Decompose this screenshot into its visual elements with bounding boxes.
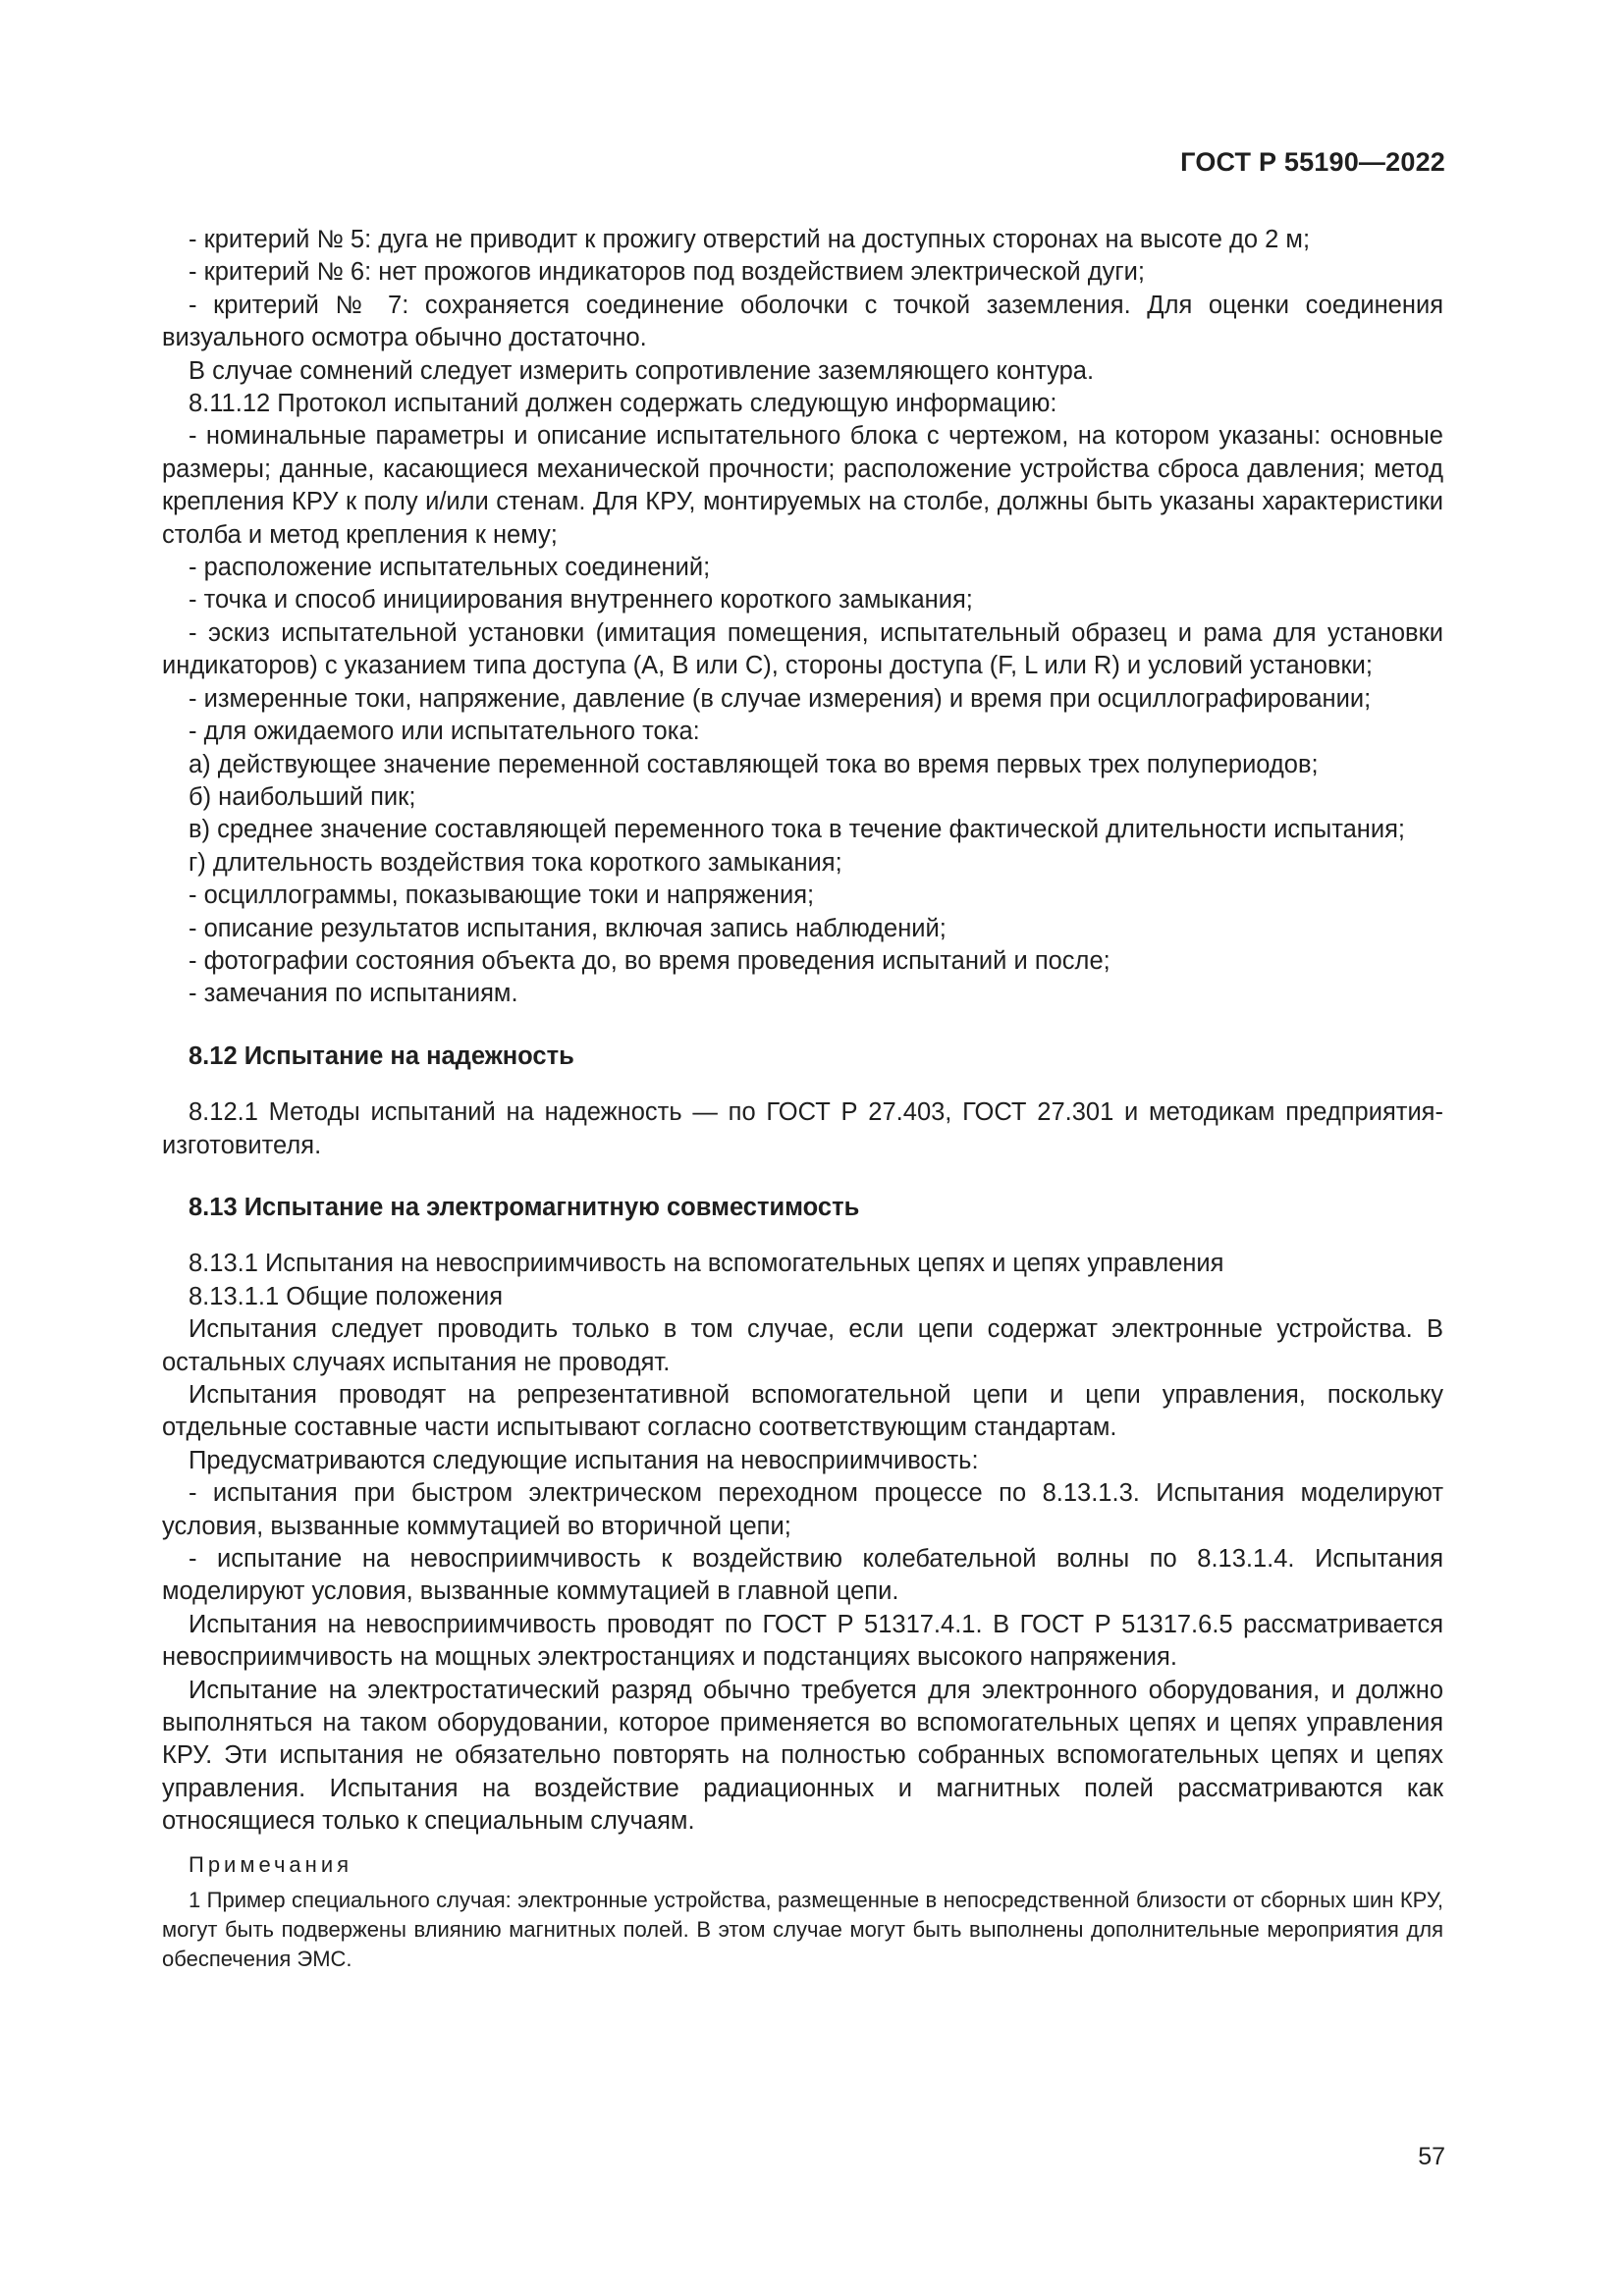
paragraph: - испытание на невосприимчивость к воздействию колебательной волны по 8.13.1.4. Испытания моделируют условия, вызванные коммутацией в главной цепи. — [162, 1545, 1443, 1606]
paragraph: - критерий № 6: нет прожогов индикаторов под воздействием электрической дуги; — [189, 258, 1145, 287]
paragraph: 8.13.1.1 Общие положения — [189, 1282, 504, 1310]
paragraph: - расположение испытательных соединений; — [189, 554, 711, 582]
notes-title: Примечания — [189, 1851, 353, 1877]
paragraph: 8.12.1 Методы испытаний на надежность — по ГОСТ Р 27.403, ГОСТ 27.301 и методикам предприятия-изготовителя. — [162, 1098, 1443, 1159]
paragraph: 8.13.1 Испытания на невосприимчивость на вспомогательных цепях и цепях управления — [189, 1250, 1224, 1278]
paragraph: - испытания при быстром электрическом переходном процессе по 8.13.1.3. Испытания моделируют условия, вызванные коммутацией во вторичной цепи; — [162, 1479, 1443, 1540]
paragraph: г) длительность воздействия тока короткого замыкания; — [189, 848, 842, 877]
paragraph: - номинальные параметры и описание испытательного блока с чертежом, на котором указаны: основные размеры; данные, касающиеся механической прочности; расположение устройства сброса давления; метод крепления КРУ к полу и/или стенам. Для КРУ, монтируемых на столбе, должны быть указаны характеристики столба и метод крепления к нему; — [162, 422, 1443, 549]
paragraph: - точка и способ инициирования внутреннего короткого замыкания; — [189, 586, 973, 614]
section-heading-8-13: 8.13 Испытание на электромагнитную совместимость — [189, 1193, 860, 1221]
paragraph: - эскиз испытательной установки (имитация помещения, испытательный образец и рама для установки индикаторов) с указанием типа доступа (A, B или C), стороны доступа (F, L или R) и условий установки; — [162, 618, 1443, 680]
paragraph: Предусматриваются следующие испытания на невосприимчивость: — [189, 1446, 979, 1474]
paragraph: - фотографии состояния объекта до, во время проведения испытаний и после; — [189, 946, 1110, 975]
paragraph: в) среднее значение составляющей переменного тока в течение фактической длительности испытания; — [189, 816, 1406, 844]
paragraph: - замечания по испытаниям. — [189, 980, 518, 1008]
paragraph: В случае сомнений следует измерить сопротивление заземляющего контура. — [189, 356, 1095, 385]
paragraph: а) действующее значение переменной составляющей тока во время первых трех полупериодов; — [189, 750, 1319, 778]
document-body — [162, 224, 1443, 1974]
paragraph: - описание результатов испытания, включая запись наблюдений; — [189, 914, 947, 942]
paragraph: Испытания на невосприимчивость проводят по ГОСТ Р 51317.4.1. В ГОСТ Р 51317.6.5 рассматривается невосприимчивость на мощных электростанциях и подстанциях высокого напряжения. — [162, 1610, 1443, 1672]
paragraph: Испытания следует проводить только в том случае, если цепи содержат электронные устройства. В остальных случаях испытания не проводят. — [162, 1315, 1443, 1376]
paragraph: 8.11.12 Протокол испытаний должен содержать следующую информацию: — [189, 390, 1057, 418]
paragraph: - для ожидаемого или испытательного тока: — [189, 718, 700, 746]
paragraph: - осциллограммы, показывающие токи и напряжения; — [189, 881, 815, 910]
paragraph: - критерий № 5: дуга не приводит к прожигу отверстий на доступных сторонах на высоте до 2 м; — [189, 226, 1311, 253]
paragraph: Испытания проводят на репрезентативной вспомогательной цепи и цепи управления, поскольку отдельные составные части испытывают согласно соответствующим стандартам. — [162, 1381, 1443, 1442]
paragraph: Испытание на электростатический разряд обычно требуется для электронного оборудования, и должно выполняться на таком оборудовании, которое применяется во вспомогательных цепях и цепях управления КРУ. Эти испытания не обязательно повторять на полностью собранных вспомогательных цепях и цепях управления. Испытания на воздействие радиационных и магнитных полей рассматриваются как относящиеся только к специальным случаям. — [162, 1676, 1443, 1836]
note-text: 1 Пример специального случая: электронные устройства, размещенные в непосредственной близости от сборных шин КРУ, могут быть подвержены влиянию магнитных полей. В этом случае могут быть выполнены дополнительные мероприятия для обеспечения ЭМС. — [162, 1887, 1443, 1971]
section-heading-8-12: 8.12 Испытание на надежность — [189, 1041, 574, 1070]
paragraph: - критерий № 7: сохраняется соединение оболочки с точкой заземления. Для оценки соединения визуального осмотра обычно достаточно. — [162, 291, 1443, 352]
page-number: 57 — [1418, 2143, 1445, 2170]
paragraph: б) наибольший пик; — [189, 782, 416, 811]
paragraph: - измеренные токи, напряжение, давление (в случае измерения) и время при осциллографировании; — [189, 684, 1372, 713]
document-id: ГОСТ Р 55190—2022 — [1180, 147, 1445, 177]
